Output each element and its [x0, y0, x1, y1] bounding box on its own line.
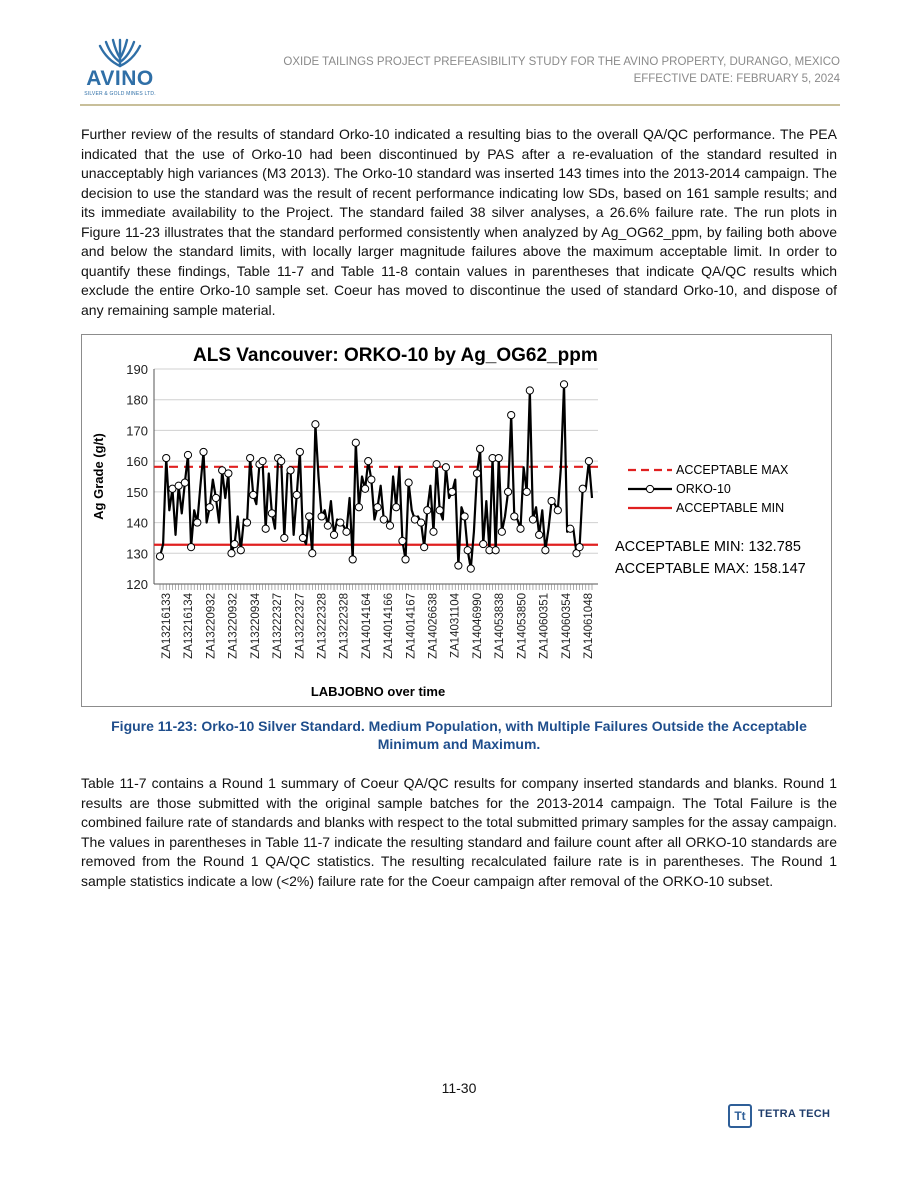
- orko10-point: [424, 507, 431, 514]
- orko10-point: [576, 544, 583, 551]
- orko10-point: [495, 454, 502, 461]
- tetra-tech-text: TETRA TECH: [758, 1108, 831, 1120]
- x-tick-label: ZA13220932: [205, 593, 218, 659]
- orko10-point: [536, 531, 543, 538]
- x-tick-label: ZA14031104: [449, 593, 462, 659]
- orko10-point: [498, 528, 505, 535]
- orko10-point: [200, 448, 207, 455]
- orko10-point: [293, 491, 300, 498]
- orko10-point: [393, 504, 400, 511]
- orko10-point: [324, 522, 331, 529]
- header-rule: [80, 104, 840, 106]
- orko10-point: [231, 540, 238, 547]
- y-tick-label: 120: [126, 577, 148, 592]
- orko10-point: [163, 454, 170, 461]
- chart-title: ALS Vancouver: ORKO-10 by Ag_OG62_ppm: [193, 345, 598, 366]
- legend-label-orko10: ORKO-10: [676, 482, 731, 496]
- orko10-point: [225, 470, 232, 477]
- orko10-point: [262, 525, 269, 532]
- y-tick-label: 170: [126, 423, 148, 439]
- orko10-point: [156, 553, 163, 560]
- orko10-point: [567, 525, 574, 532]
- orko10-point: [278, 458, 285, 465]
- avino-logo-subtitle: SILVER & GOLD MINES LTD.: [84, 91, 156, 97]
- orko10-point: [259, 458, 266, 465]
- orko10-point: [508, 411, 515, 418]
- orko10-point: [405, 479, 412, 486]
- paragraph-orko10-review: Further review of the results of standard Orko-10 indicated a resulting bias to the overall QA/QC performance. The PEA indicated that the use of Orko-10 had been discontinued by PAS after a re-evaluation of the standard resulted in unacceptably high variances (M3 2013). The Orko-10 standard was inserted 143 times into the 2013-2014 campaign. The decision to use the standard was the result of recent performance indicating low SDs, based on 161 sample results; and its immediate availability to the Project. The standard failed 38 silver analyses, a 26.6% failure rate. The run plots in Figure 11-23 illustrates that the standard performed consistently when analyzed by Ag_OG62_ppm, by failing both above and below the standard limits, with locally larger magnitude failures above the maximum acceptable limit. In order to quantify these findings, Table 11-7 and Table 11-8 contain values in parentheses that indicate QA/QC results which exclude the entire Orko-10 sample set. Coeur has moved to discontinue the used of standard Orko-10, and dispose of any remaining sample material.: [81, 126, 837, 318]
- y-tick-label: 160: [126, 454, 148, 470]
- x-tick-label: ZA14053838: [494, 593, 507, 659]
- orko10-point: [349, 556, 356, 563]
- orko10-point: [281, 534, 288, 541]
- orko10-point: [181, 479, 188, 486]
- orko10-point: [477, 445, 484, 452]
- legend-label-max: ACCEPTABLE MAX: [676, 463, 789, 477]
- orko10-point: [442, 464, 449, 471]
- annotation-min: ACCEPTABLE MIN: 132.785: [615, 539, 801, 555]
- orko10-point: [296, 448, 303, 455]
- x-tick-label: ZA14046990: [471, 593, 484, 659]
- orko10-point: [417, 519, 424, 526]
- orko10-point: [247, 454, 254, 461]
- y-tick-label: 190: [126, 362, 148, 377]
- orko10-point: [243, 519, 250, 526]
- x-tick-label: ZA14026638: [427, 593, 440, 659]
- orko10-point: [511, 513, 518, 520]
- avino-logo-text: AVINO: [86, 67, 154, 90]
- x-tick-label: ZA13220934: [249, 593, 262, 659]
- paragraph-table-11-7: Table 11-7 contains a Round 1 summary of Coeur QA/QC results for company inserted standards and blanks. Round 1 results are those submitted with the original sample batches for the 2013-2014 campaign. The Total Failure is the combined failure rate of standards and blanks with respect to the total submitted primary samples for the assay campaign. The values in parentheses in Table 11-7 indicate the resulting standard and failure count after all ORKO-10 standards are removed from the Round 1 QA/QC statistics. The resulting recalculated failure rate is in parentheses. The Round 1 sample statistics indicate a low (<2%) failure rate for the Coeur campaign after removal of the ORKO-10 subset.: [81, 775, 837, 889]
- orko10-point: [529, 516, 536, 523]
- legend-label-min: ACCEPTABLE MIN: [676, 501, 785, 515]
- orko10-point: [467, 565, 474, 572]
- x-axis-label: LABJOBNO over time: [310, 684, 446, 699]
- orko10-point: [585, 458, 592, 465]
- x-tick-label: ZA14014167: [405, 593, 418, 659]
- orko10-point: [312, 421, 319, 428]
- orko10-point: [455, 562, 462, 569]
- document-title: OXIDE TAILINGS PROJECT PREFEASIBILITY STUDY FOR THE AVINO PROPERTY, DURANGO, MEXICO: [283, 56, 840, 68]
- orko10-point: [399, 537, 406, 544]
- y-tick-label: 180: [126, 392, 148, 408]
- orko10-point: [250, 491, 257, 498]
- y-axis-label: Ag Grade (g/t): [91, 433, 106, 520]
- tetra-tech-logo: [728, 1104, 838, 1132]
- orko10-point: [449, 488, 456, 495]
- orko10-point: [548, 497, 555, 504]
- orko10-point: [228, 550, 235, 557]
- orko10-point: [464, 547, 471, 554]
- orko10-point: [504, 488, 511, 495]
- x-tick-label: ZA13216134: [183, 593, 196, 659]
- orko10-point: [337, 519, 344, 526]
- orko10-point: [421, 544, 428, 551]
- x-tick-label: ZA14060351: [538, 593, 551, 659]
- orko10-series-line: [160, 384, 592, 568]
- tetra-tech-mark-icon: Tt: [728, 1104, 752, 1128]
- page-header: [80, 34, 840, 106]
- orko10-point: [374, 504, 381, 511]
- orko10-point: [330, 531, 337, 538]
- orko10-point: [306, 513, 313, 520]
- orko10-point: [560, 381, 567, 388]
- orko10-point: [268, 510, 275, 517]
- orko10-point: [554, 507, 561, 514]
- x-tick-label: ZA13222328: [338, 593, 351, 659]
- orko10-run-chart: [81, 334, 832, 707]
- orko10-point: [362, 485, 369, 492]
- orko10-point: [206, 504, 213, 511]
- orko10-point: [309, 550, 316, 557]
- x-tick-label: ZA13222327: [294, 593, 307, 659]
- orko10-point: [517, 525, 524, 532]
- avino-logo: [80, 34, 160, 102]
- orko10-point: [433, 461, 440, 468]
- orko10-point: [287, 467, 294, 474]
- orko10-point: [579, 485, 586, 492]
- orko10-point: [299, 534, 306, 541]
- orko10-point: [237, 547, 244, 554]
- annotation-max: ACCEPTABLE MAX: 158.147: [615, 561, 806, 577]
- orko10-point: [492, 547, 499, 554]
- orko10-point: [365, 458, 372, 465]
- x-tick-label: ZA14014166: [383, 593, 396, 659]
- x-tick-label: ZA13222327: [272, 593, 285, 659]
- x-tick-label: ZA14060354: [560, 593, 573, 659]
- y-tick-label: 140: [126, 515, 148, 531]
- orko10-point: [318, 513, 325, 520]
- orko10-point: [343, 528, 350, 535]
- avino-logo-icon: [96, 36, 144, 70]
- chart-svg: [82, 335, 831, 706]
- x-tick-label: ZA13220932: [227, 593, 240, 659]
- orko10-point: [526, 387, 533, 394]
- effective-date: EFFECTIVE DATE: FEBRUARY 5, 2024: [633, 73, 840, 85]
- orko10-point: [194, 519, 201, 526]
- orko10-point: [355, 504, 362, 511]
- orko10-point: [184, 451, 191, 458]
- x-tick-label: ZA13216133: [161, 593, 173, 659]
- orko10-point: [436, 507, 443, 514]
- x-tick-label: ZA13222328: [316, 593, 329, 659]
- page-number: 11-30: [441, 1080, 477, 1096]
- orko10-point: [212, 494, 219, 501]
- orko10-point: [542, 547, 549, 554]
- orko10-point: [368, 476, 375, 483]
- x-tick-label: ZA14061048: [583, 593, 595, 659]
- orko10-point: [473, 470, 480, 477]
- y-tick-label: 130: [126, 546, 148, 562]
- orko10-point: [187, 544, 194, 551]
- orko10-point: [430, 528, 437, 535]
- x-tick-label: ZA14014164: [360, 593, 373, 659]
- figure-caption: Figure 11-23: Orko-10 Silver Standard. Medium Population, with Multiple Failures Outside the Acceptable Minimum and Maximum.: [111, 718, 807, 752]
- orko10-point: [402, 556, 409, 563]
- orko10-point: [480, 540, 487, 547]
- orko10-point: [461, 513, 468, 520]
- orko10-point: [352, 439, 359, 446]
- y-tick-label: 150: [126, 484, 148, 500]
- x-tick-label: ZA14053850: [516, 593, 529, 659]
- legend-marker-orko10: [646, 485, 653, 492]
- orko10-point: [523, 488, 530, 495]
- orko10-point: [386, 522, 393, 529]
- header-text: [283, 54, 840, 88]
- orko10-point: [380, 516, 387, 523]
